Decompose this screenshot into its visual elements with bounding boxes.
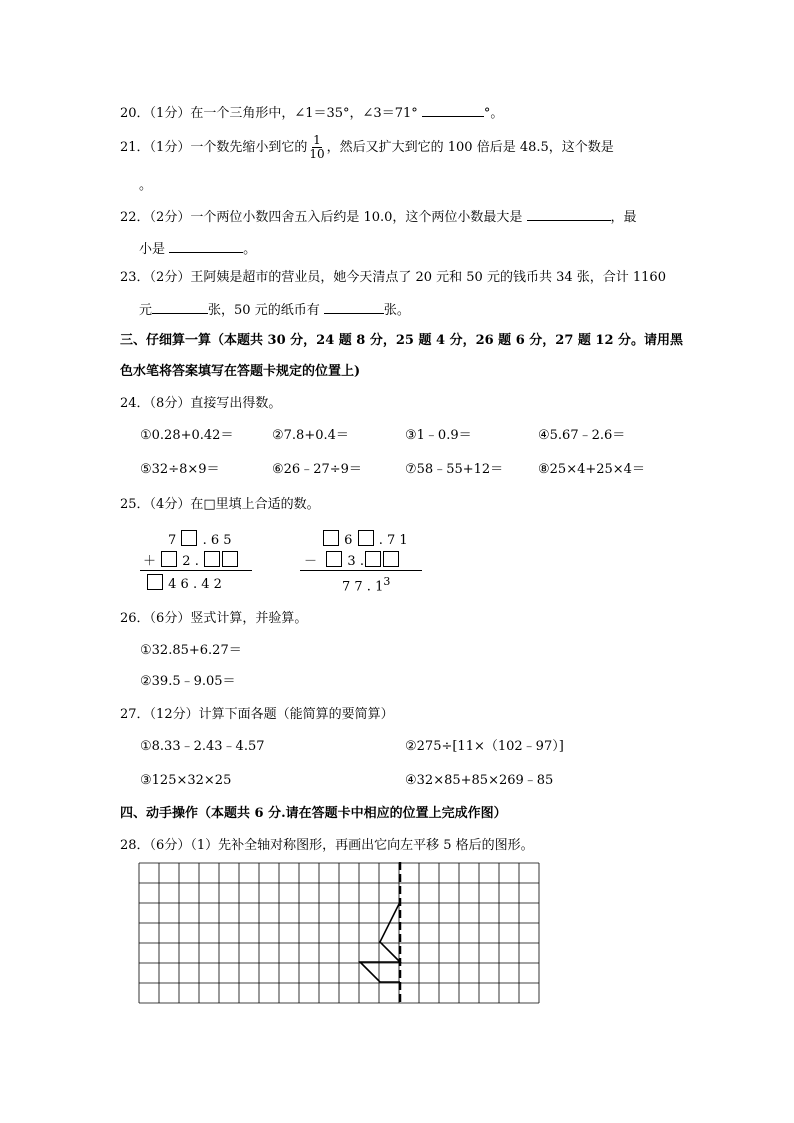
calc-item: ②275÷[11×（102﹣97）]	[405, 739, 564, 754]
calc-item: ④32×85+85×269﹣85	[405, 773, 554, 788]
question-text: 直接写出得数。	[190, 396, 282, 411]
half-figure	[360, 902, 400, 982]
addition-row-3	[146, 574, 222, 592]
subtraction-row-1	[322, 530, 408, 548]
question-tail: ，最	[610, 210, 637, 225]
question-21-line2	[139, 176, 152, 196]
plus-sign: ＋	[143, 554, 157, 569]
question-22-line2	[139, 238, 256, 260]
question-text: （1）先补全轴对称图形，再画出它向左平移 5 格后的图形。	[190, 838, 534, 853]
digit-superscript: 3	[383, 575, 391, 588]
question-text: 在□里填上合适的数。	[190, 497, 320, 512]
digits: 4 6 . 4 2	[168, 577, 222, 592]
digit-box[interactable]	[358, 530, 374, 546]
answer-blank[interactable]	[169, 238, 243, 253]
addition-row-1	[168, 530, 232, 548]
answer-blank[interactable]	[527, 206, 611, 221]
question-text: 在一个三角形中，∠1＝35°，∠3＝71°	[190, 106, 418, 121]
calc-item: ①32.85+6.27＝	[140, 643, 242, 658]
digit-box[interactable]	[326, 551, 342, 567]
question-tail: 。	[139, 178, 153, 193]
section-3-heading: 三、仔细算一算（本题共 30 分，24 题 8 分，25 题 4 分，26 题 6 分，27 题 12 分。请用黑	[120, 333, 684, 348]
calc-item: ⑧25×4+25×4＝	[538, 462, 645, 477]
addition-row-2	[143, 550, 239, 569]
digits: 7 7 . 1	[342, 579, 384, 595]
calc-item: ②39.5﹣9.05＝	[140, 674, 236, 689]
subtraction-row-3	[342, 575, 390, 594]
answer-blank[interactable]	[324, 299, 384, 314]
drawing-grid[interactable]	[138, 862, 542, 1006]
minus-sign: －	[304, 554, 318, 569]
calc-item: ⑦58﹣55+12＝	[405, 462, 504, 477]
question-tail: °。	[483, 106, 504, 121]
answer-blank[interactable]	[422, 102, 484, 117]
fraction	[309, 134, 324, 161]
digit-box[interactable]	[147, 574, 163, 590]
question-number: 28．（6分）	[120, 838, 191, 853]
question-text-cont: ，然后又扩大到它的 100 倍后是 48.5，这个数是	[326, 140, 614, 155]
question-24	[120, 394, 281, 414]
question-21	[120, 134, 614, 161]
section-3-heading-line2: 色水笔将答案填写在答题卡规定的位置上)	[120, 364, 361, 379]
question-28	[120, 836, 534, 856]
digits: . 6 5	[202, 533, 232, 548]
question-26	[120, 609, 307, 629]
fraction-denominator: 10	[309, 147, 325, 161]
question-23	[120, 268, 666, 288]
question-number: 25．（4分）	[120, 497, 191, 512]
question-number: 26．（6分）	[120, 611, 191, 626]
digits: 3 .	[347, 554, 364, 569]
question-number: 22．（2分）	[120, 210, 191, 225]
question-text: 小是	[139, 242, 166, 257]
digits: 2 .	[182, 554, 199, 569]
subtraction-row-2	[304, 550, 400, 569]
sum-line	[140, 570, 252, 571]
grid-lines	[139, 863, 539, 1003]
digit-box[interactable]	[204, 551, 220, 567]
answer-blank[interactable]	[152, 299, 208, 314]
question-text: 竖式计算，并验算。	[190, 611, 308, 626]
digit-box[interactable]	[323, 530, 339, 546]
digit-box[interactable]	[161, 551, 177, 567]
calc-item: ⑥26﹣27÷9＝	[272, 462, 362, 477]
section-4-heading: 四、动手操作（本题共 6 分.请在答题卡中相应的位置上完成作图）	[120, 806, 507, 821]
calc-item: ②7.8+0.4＝	[272, 428, 349, 443]
question-20	[120, 102, 503, 124]
digit: 7	[168, 533, 177, 548]
question-number: 24．（8分）	[120, 396, 191, 411]
question-27	[120, 705, 394, 725]
question-number: 20．（1分）	[120, 106, 191, 121]
question-text: 计算下面各题（能简算的要简算）	[198, 707, 394, 722]
question-23-line2	[139, 299, 410, 321]
question-number: 21．（1分）	[120, 140, 191, 155]
question-number: 27．（12分）	[120, 707, 199, 722]
digit-box[interactable]	[181, 530, 197, 546]
question-text: 元	[139, 303, 153, 318]
question-text: 王阿姨是超市的营业员，她今天清点了 20 元和 50 元的钱币共 34 张，合计 1160	[190, 270, 666, 285]
calc-item: ①0.28+0.42＝	[140, 428, 234, 443]
calc-item: ①8.33﹣2.43﹣4.57	[140, 739, 265, 754]
question-number: 23．（2分）	[120, 270, 191, 285]
digit-box[interactable]	[365, 551, 381, 567]
calc-item: ③125×32×25	[140, 773, 232, 788]
question-tail: 张。	[383, 303, 410, 318]
calc-item: ④5.67﹣2.6＝	[538, 428, 626, 443]
difference-line	[300, 570, 422, 571]
calc-item: ⑤32÷8×9＝	[140, 462, 220, 477]
question-text: 一个数先缩小到它的	[190, 140, 308, 155]
question-25	[120, 495, 320, 515]
digits: . 7 1	[378, 533, 408, 548]
question-text: 张，50 元的纸币有	[208, 303, 320, 318]
calc-item: ③1﹣0.9＝	[405, 428, 472, 443]
question-22	[120, 206, 637, 228]
question-text: 一个两位小数四舍五入后约是 10.0，这个两位小数最大是	[190, 210, 523, 225]
fraction-numerator: 1	[313, 133, 321, 147]
digit-box[interactable]	[222, 551, 238, 567]
question-tail: 。	[243, 242, 257, 257]
digit-box[interactable]	[383, 551, 399, 567]
digit: 6	[344, 533, 353, 548]
